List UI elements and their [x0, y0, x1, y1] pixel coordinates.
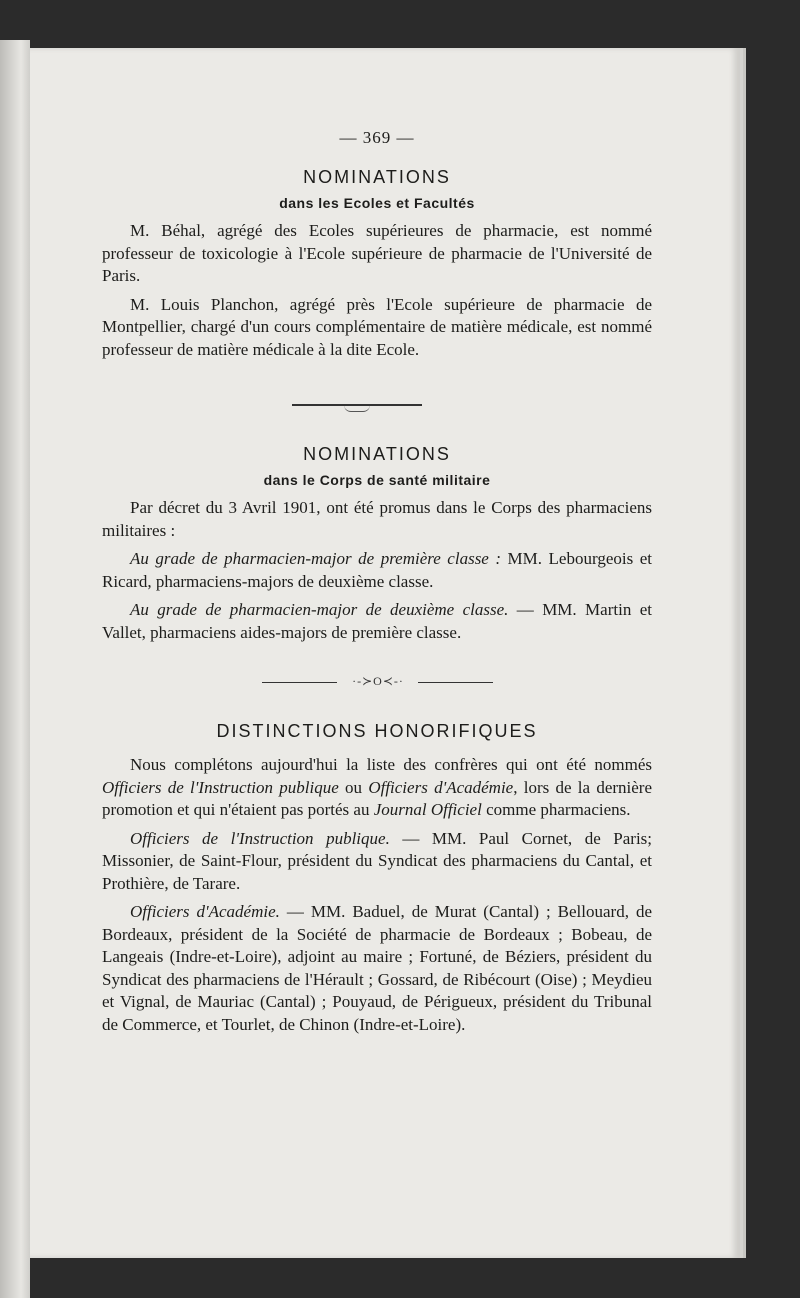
grade-text-premiere: MM. Lebourgeois et Ricard, pharmaciens-majors de deuxième classe. [102, 549, 652, 591]
divider-ornament [292, 404, 422, 406]
paragraph-instruction-publique [102, 828, 652, 896]
distinction-text-academie: — MM. Baduel, de Murat (Cantal) ; Bellouard, de Bordeaux, président de la Société de pharmacie de Bordeaux ; Bobeau, de Langeais (Indre-et-Loire), adjoint au maire ; Fortuné, de Béziers, président du Syndicat des pharmaciens de l'Hérault ; Gossard, de Ribécourt (Oise) ; Meydieu et Vignal, de Mauriac (Cantal) ; Pouyaud, de Périgueux, président du Tribunal de Commerce, et Tourlet, de Chinon (Indre-et-Loire). [102, 902, 652, 1034]
text-run: comme pharmaciens. [481, 800, 631, 819]
paragraph-planchon: M. Louis Planchon, agrégé près l'Ecole supérieure de pharmacie de Montpellier, chargé d'un cours complémentaire de matière médicale, est nommé professeur de matière médicale à la dite Ecole. [102, 294, 652, 359]
book-page [30, 48, 740, 1258]
grade-label-premiere: Au grade de pharmacien-major de première classe : [130, 549, 502, 568]
paragraph-premiere-classe [102, 548, 652, 593]
divider-line-right [418, 682, 493, 683]
paragraph-distinctions-intro [102, 754, 652, 822]
section-title-distinctions: DISTINCTIONS HONORIFIQUES [216, 721, 538, 741]
grade-label-deuxieme: Au grade de pharmacien-major de deuxième classe. [130, 600, 509, 619]
paragraph-behal: M. Béhal, agrégé des Ecoles supérieures de pharmacie, est nommé professeur de toxicologie à l'Ecole supérieure de pharmacie de l'Université de Paris. [102, 221, 652, 285]
section-title-nominations-ecoles: NOMINATIONS [303, 167, 451, 187]
grade-text-deuxieme: — MM. Martin et Vallet, pharmaciens aides-majors de première classe. [102, 600, 652, 642]
divider-ornament-center: ·-≻O≺-· [352, 674, 404, 688]
section-divider-2 [102, 650, 652, 720]
page-content [102, 128, 652, 1042]
section-title-nominations-militaire: NOMINATIONS [303, 444, 451, 464]
italic-run: Officiers de l'Instruction publique [102, 777, 339, 797]
text-run: ou [338, 777, 369, 797]
paragraph-academie [102, 901, 652, 1036]
paragraph-decret: Par décret du 3 Avril 1901, ont été promus dans le Corps des pharmaciens militaires : [102, 498, 652, 540]
text-run: , lors de la dernière promotion et qui n'étaient pas portés au [102, 777, 653, 819]
section-subtitle-militaire: dans le Corps de santé militaire [263, 472, 491, 488]
italic-run: Officiers d'Académie [368, 777, 514, 797]
adjacent-page-edge [0, 40, 30, 1298]
section-subtitle-ecoles: dans les Ecoles et Facultés [279, 195, 475, 211]
page-number: — 369 — [339, 128, 415, 147]
distinction-text-instruction: — MM. Paul Cornet, de Paris; Missonier, de Saint-Flour, président du Syndicat des pharmaciens du Cantal, et Prothière, de Tarare. [102, 828, 653, 893]
italic-run: Journal Officiel [373, 800, 482, 819]
divider-line-left [262, 682, 337, 683]
distinction-label-academie: Officiers d'Académie. [130, 902, 280, 921]
distinction-label-instruction: Officiers de l'Instruction publique. [130, 828, 390, 848]
paragraph-deuxieme-classe [102, 599, 652, 644]
section-divider [102, 367, 652, 443]
text-run: Nous complétons aujourd'hui la liste des confrères qui ont été nommés [130, 755, 652, 774]
